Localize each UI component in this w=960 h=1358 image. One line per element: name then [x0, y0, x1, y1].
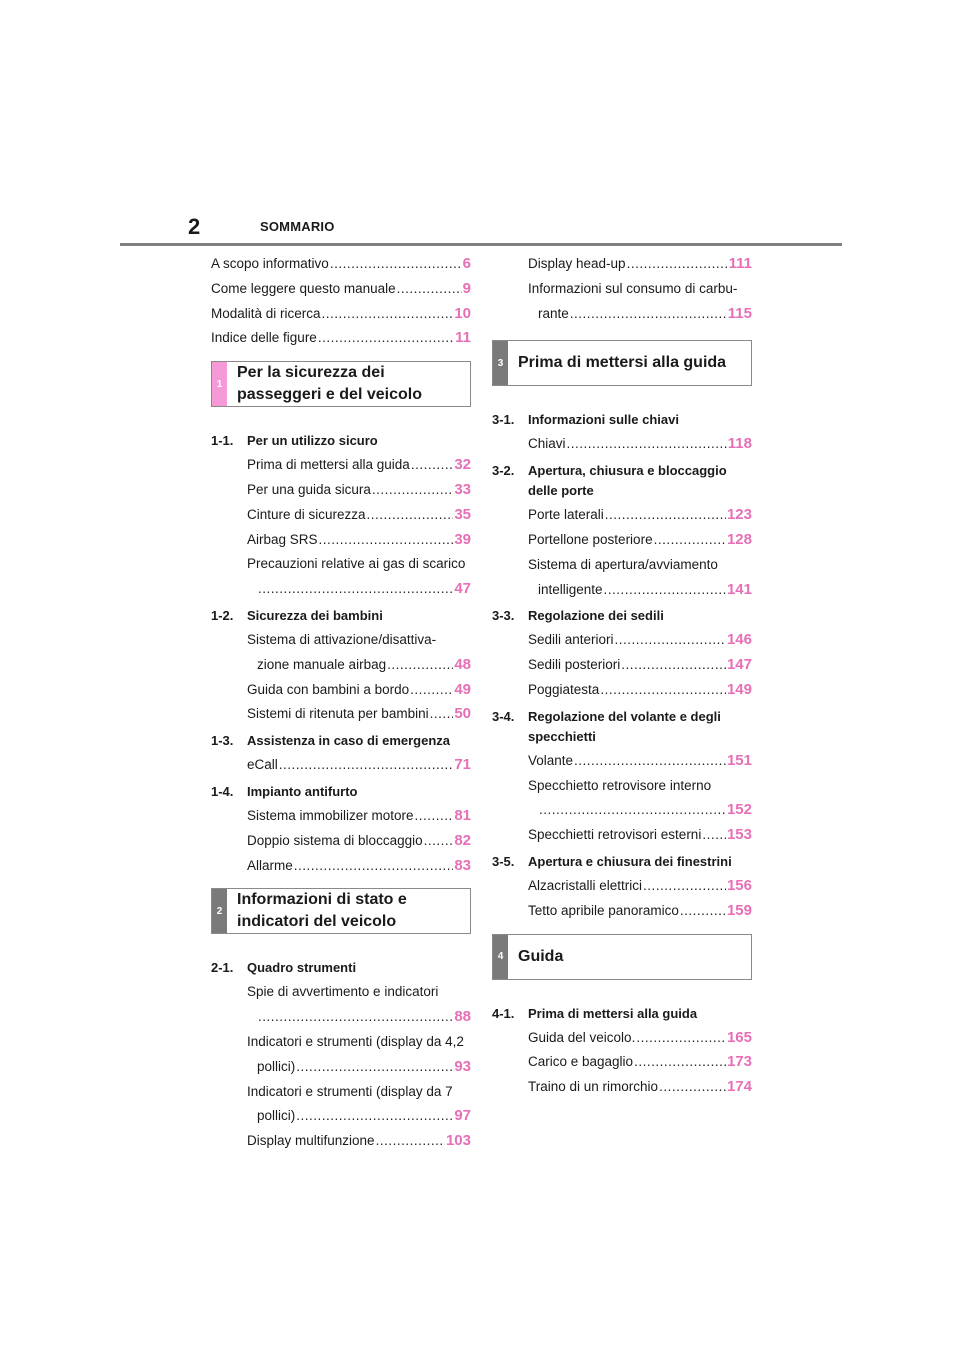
toc-entry[interactable]: [492, 252, 752, 277]
leader-dots: [680, 899, 726, 924]
toc-entries: [492, 874, 752, 924]
leader-dots: [567, 432, 727, 457]
toc-entry[interactable]: [492, 1050, 752, 1075]
toc-entry[interactable]: [211, 804, 471, 829]
toc-entry-airbag[interactable]: [211, 653, 471, 678]
subsection-label: Apertura, chiusura e bloccaggio delle porte: [528, 463, 727, 499]
subsection-1-2: [211, 606, 471, 626]
page-ref[interactable]: 49: [454, 680, 471, 698]
leader-dots: [615, 628, 726, 653]
leader-dots: [634, 1050, 726, 1075]
toc-entry-mirror[interactable]: [492, 798, 752, 823]
toc-entries: [492, 432, 752, 457]
subsection-label: Impianto antifurto: [247, 783, 358, 799]
toc-entries: [211, 453, 471, 552]
subsection-number: 2-1.: [211, 960, 234, 976]
page-ref[interactable]: 115: [727, 304, 752, 322]
leader-dots: [424, 829, 454, 854]
toc-entry[interactable]: [492, 823, 752, 848]
entry-text: Indice delle figure: [211, 330, 317, 346]
subsection-3-3: [492, 606, 752, 626]
leader-dots: [410, 678, 453, 703]
section-title-1: [227, 362, 422, 406]
entry-text: Alzacristalli elettrici: [528, 877, 643, 893]
page-ref[interactable]: 82: [454, 831, 471, 849]
toc-entry[interactable]: [211, 453, 471, 478]
toc-entry-smart-line1[interactable]: Sistema di apertura/avviamento: [528, 556, 718, 572]
subsection-3-5: [492, 852, 752, 872]
subsection-label: Regolazione del volante e degli specchietti: [528, 708, 721, 744]
section-tab-4: 4: [493, 935, 508, 979]
toc-entry[interactable]: [492, 749, 752, 774]
leader-dots: [621, 653, 726, 678]
toc-entry[interactable]: [211, 302, 471, 327]
entry-text: Airbag SRS: [247, 531, 318, 547]
toc-entry-mirror-line1[interactable]: Specchietto retrovisore interno: [528, 777, 712, 793]
leader-dots: [279, 753, 454, 778]
page-ref[interactable]: 47: [454, 580, 471, 598]
toc-entry[interactable]: [211, 829, 471, 854]
toc-left-column: [211, 252, 471, 1154]
toc-entry[interactable]: [492, 1026, 752, 1051]
toc-entry[interactable]: [211, 478, 471, 503]
entry-text: Display multifunzione: [247, 1133, 375, 1149]
entry-text: Cinture di sicurezza: [247, 506, 366, 522]
subsection-2-1: [211, 958, 471, 978]
subsection-number: 1-4.: [211, 783, 234, 799]
header-rule: [120, 243, 842, 246]
subsection-label: Apertura e chiusura dei finestrini: [528, 853, 732, 869]
subsection-number: 4-1.: [492, 1005, 515, 1021]
page-ref[interactable]: 39: [454, 530, 471, 548]
section-title-line: passeggeri e del veicolo: [237, 386, 422, 404]
section-box-1[interactable]: [211, 361, 471, 407]
subsection-3-2: [492, 461, 752, 501]
entry-text: Porte laterali: [528, 507, 604, 523]
entry-text: Guida del veicolo.: [528, 1029, 636, 1045]
page-ref[interactable]: 9: [462, 279, 471, 297]
toc-entry[interactable]: [211, 252, 471, 277]
page-ref[interactable]: 81: [454, 806, 471, 824]
leader-dots: [294, 854, 454, 879]
leader-dots: [367, 503, 454, 528]
toc-entry[interactable]: [492, 678, 752, 703]
toc-entry[interactable]: [492, 1075, 752, 1100]
entry-text: Guida con bambini a bordo: [247, 681, 410, 697]
toc-entry-smart[interactable]: [492, 578, 752, 603]
entry-text: Tetto apribile panoramico: [528, 902, 679, 918]
toc-entry-spie[interactable]: [211, 1005, 471, 1030]
entry-text: Carico e bagaglio: [528, 1054, 634, 1070]
page-ref[interactable]: 141: [726, 580, 752, 598]
page-ref[interactable]: 152: [726, 801, 752, 819]
page-ref[interactable]: 6: [462, 255, 471, 272]
entry-text: Modalità di ricerca: [211, 305, 321, 321]
section-title-line: Informazioni di stato e: [237, 891, 407, 909]
subsection-label: Prima di mettersi alla guida: [528, 1005, 698, 1021]
entry-text: Allarme: [247, 857, 293, 873]
leader-dots: [574, 749, 726, 774]
toc-entry-airbag-line1[interactable]: Sistema di attivazione/disattiva-: [247, 631, 437, 647]
leader-dots: [702, 823, 726, 848]
section-tab-1: 1: [212, 362, 227, 406]
toc-entry[interactable]: [492, 528, 752, 553]
page-ref[interactable]: 48: [454, 655, 471, 673]
entry-text: Chiavi: [528, 436, 566, 452]
page-ref[interactable]: 118: [727, 435, 752, 453]
leader-dots: [654, 528, 726, 553]
section-tab-2: 2: [212, 889, 227, 933]
toc-entry[interactable]: [492, 653, 752, 678]
leader-dots: [376, 1129, 445, 1154]
entry-text: Per una guida sicura: [247, 481, 371, 497]
toc-entry[interactable]: [211, 702, 471, 727]
toc-entry[interactable]: [492, 874, 752, 899]
entry-text: Display head-up: [528, 256, 626, 271]
page-ref[interactable]: 97: [454, 1107, 471, 1125]
entry-text: Sistemi di ritenuta per bambini: [247, 706, 429, 722]
subsection-label: Per un utilizzo sicuro: [247, 433, 378, 449]
leader-dots: [319, 528, 454, 553]
toc-entry-consumo[interactable]: [492, 302, 752, 327]
page-number: 2: [188, 214, 201, 239]
subsection-number: 1-3.: [211, 733, 234, 749]
page-ref[interactable]: 93: [454, 1057, 471, 1075]
toc-entry-ind7[interactable]: [211, 1104, 471, 1129]
entry-text: Poggiatesta: [528, 681, 600, 697]
leader-dots: [322, 302, 454, 327]
subsection-number: 3-4.: [492, 708, 515, 724]
page-ref[interactable]: 103: [445, 1132, 471, 1150]
toc-entries: [211, 753, 471, 778]
subsection-number: 3-5.: [492, 853, 515, 869]
toc-entry[interactable]: [211, 277, 471, 302]
page-ref[interactable]: 10: [454, 304, 471, 322]
entry-text: Sedili posteriori: [528, 657, 621, 673]
leader-dots: [411, 453, 453, 478]
subsection-label: Regolazione dei sedili: [528, 608, 664, 624]
subsection-1-4: [211, 782, 471, 802]
page-ref[interactable]: 165: [726, 1028, 752, 1046]
page-ref[interactable]: 32: [454, 456, 471, 474]
leader-dots: [636, 1026, 726, 1051]
page-ref[interactable]: 111: [728, 255, 752, 272]
page-ref[interactable]: 159: [726, 901, 752, 919]
entry-text: Traino di un rimorchio: [528, 1079, 659, 1095]
section-title-line: indicatori del veicolo: [237, 913, 397, 931]
toc-entries: [492, 823, 752, 848]
page-ref[interactable]: 153: [726, 826, 752, 844]
section-title-line: Per la sicurezza dei: [237, 364, 385, 382]
page-ref[interactable]: 151: [726, 751, 752, 769]
subsection-1-1: [211, 431, 471, 451]
toc-entries: [492, 503, 752, 553]
subsection-number: 1-1.: [211, 433, 234, 449]
running-head: SOMMARIO: [260, 219, 335, 234]
toc-entry[interactable]: [211, 528, 471, 553]
entry-text: pollici): [257, 1108, 296, 1124]
toc-entry-ind42-line1[interactable]: Indicatori e strumenti (display da 4,2: [247, 1033, 464, 1049]
toc-entry-ind42[interactable]: [211, 1055, 471, 1080]
toc-entry[interactable]: [492, 503, 752, 528]
page-ref[interactable]: 71: [454, 756, 471, 774]
toc-entry[interactable]: [492, 899, 752, 924]
leader-dots: [397, 277, 462, 302]
section-tab-3: 3: [493, 341, 508, 385]
page-ref[interactable]: 35: [454, 505, 471, 523]
section-title-2: [227, 889, 407, 933]
section-box-3[interactable]: [492, 340, 752, 386]
toc-entries: [211, 1129, 471, 1154]
subsection-number: 3-2.: [492, 463, 515, 479]
page-ref[interactable]: 50: [454, 705, 471, 723]
entry-text: pollici): [257, 1058, 296, 1074]
subsection-3-1: [492, 410, 752, 430]
leader-dots: [605, 503, 726, 528]
page-ref[interactable]: 174: [726, 1078, 752, 1096]
toc-entries: [492, 1026, 752, 1100]
subsection-number: 1-2.: [211, 607, 234, 623]
toc-entry[interactable]: [211, 1129, 471, 1154]
entry-text: intelligente: [538, 581, 603, 597]
subsection-number: 3-1.: [492, 412, 515, 428]
toc-entry-ind7-line1[interactable]: Indicatori e strumenti (display da 7: [247, 1083, 453, 1099]
subsection-label: Informazioni sulle chiavi: [528, 412, 679, 428]
toc-intro-list: [211, 252, 471, 351]
toc-entry[interactable]: [211, 854, 471, 879]
subsection-number: 3-3.: [492, 608, 515, 624]
leader-dots: [659, 1075, 726, 1100]
entry-text: Specchietti retrovisori esterni: [528, 827, 702, 843]
entry-text: Portellone posteriore: [528, 531, 653, 547]
leader-dots: [372, 478, 453, 503]
subsection-1-3: [211, 731, 471, 751]
toc-entries: [492, 252, 752, 277]
toc-entry-consumo-line1[interactable]: Informazioni sul consumo di carbu-: [528, 280, 738, 296]
page-ref[interactable]: 83: [454, 856, 471, 874]
page-ref[interactable]: 88: [454, 1008, 471, 1026]
leader-dots: [600, 678, 726, 703]
page-ref[interactable]: 146: [726, 631, 752, 649]
entry-text: A scopo informativo: [211, 256, 329, 271]
section-title-3: Prima di mettersi alla guida: [518, 354, 727, 372]
toc-entry[interactable]: [492, 432, 752, 457]
subsection-label: Assistenza in caso di emergenza: [247, 733, 451, 749]
leader-dots: [330, 252, 462, 277]
entry-text: Prima di mettersi alla guida: [247, 457, 410, 473]
subsection-label: Sicurezza dei bambini: [247, 607, 383, 623]
page-ref[interactable]: 128: [726, 530, 752, 548]
subsection-4-1: [492, 1004, 752, 1024]
entry-text: Sistema immobilizer motore: [247, 807, 414, 823]
page-ref[interactable]: 156: [726, 876, 752, 894]
section-box-4[interactable]: [492, 934, 752, 980]
entry-text: Volante: [528, 752, 574, 768]
toc-entries: [492, 749, 752, 774]
toc-entry[interactable]: [492, 628, 752, 653]
entry-text: rante: [538, 305, 569, 321]
page-ref[interactable]: 11: [455, 329, 471, 347]
entry-text: zione manuale airbag: [257, 656, 387, 672]
toc-entry[interactable]: [211, 678, 471, 703]
toc-entry[interactable]: [211, 753, 471, 778]
toc-entry-gas-line1[interactable]: Precauzioni relative ai gas di scarico: [247, 556, 466, 572]
toc-right-column: [492, 252, 752, 1100]
page-ref[interactable]: 123: [726, 506, 752, 524]
leader-dots: [627, 252, 728, 277]
toc-entry-gas[interactable]: [211, 577, 471, 602]
page-ref[interactable]: 173: [726, 1053, 752, 1071]
subsection-3-4: [492, 707, 752, 747]
toc-entry-spie-line1[interactable]: Spie di avvertimento e indicatori: [247, 984, 439, 1000]
toc-entries: [492, 628, 752, 702]
page-ref[interactable]: 149: [726, 680, 752, 698]
section-box-2[interactable]: [211, 888, 471, 934]
entry-text: Come leggere questo manuale: [211, 280, 396, 296]
entry-text: Doppio sistema di bloccaggio: [247, 832, 423, 848]
toc-entries: [211, 678, 471, 728]
subsection-label: Quadro strumenti: [247, 960, 357, 976]
toc-entries: [211, 804, 471, 878]
toc-entry[interactable]: [211, 326, 471, 351]
leader-dots: [643, 874, 726, 899]
page-ref[interactable]: 147: [726, 656, 752, 674]
leader-dots: [318, 326, 454, 351]
section-title-4: Guida: [518, 947, 564, 965]
entry-text: eCall: [247, 757, 278, 773]
leader-dots: [415, 804, 454, 829]
leader-dots: [430, 702, 454, 727]
page-ref[interactable]: 33: [454, 480, 471, 498]
toc-entry[interactable]: [211, 503, 471, 528]
entry-text: Sedili anteriori: [528, 632, 614, 648]
